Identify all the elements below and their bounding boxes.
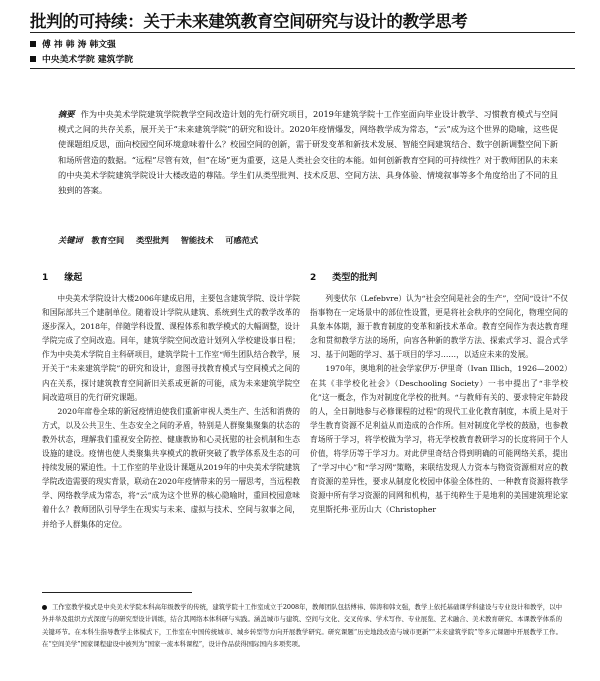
section-title: 类型的批判 xyxy=(332,273,378,283)
column-right xyxy=(310,270,568,518)
abstract xyxy=(58,107,558,198)
column-left xyxy=(42,270,300,532)
section-heading xyxy=(310,270,568,283)
abstract-text: 作为中央美术学院建筑学院教学空间改造计划的先行研究项目，2019年建筑学院十工作室面向毕业设计教学、习惯教育模式与空间模式之间的共存关系，展开关于“未来建筑学院”的研究和设计。2020年疫情爆发，网络教学成为常态，“云”成为这个世界的隐喻，这些促使课题组反思，面向校园空间环境意味着什么？校园空间的创新，需于研发变革和新技术发展、智能空间建筑结合、数字创新调整空间下新和场所营造的数据。“远程”尽管有效，但“在场”更为重要，这是人类社会交往的本能。如何创新教育空间的可持续性？对于教师团队的未来的中央美术学院建筑学院设计大楼改造的尊陆。学生们从类型批判、技术反思、空间方法、具身体验、情境叙事等多个角度给出了不同的且独到的答案。 xyxy=(58,109,558,196)
footnote xyxy=(42,601,562,650)
section-heading xyxy=(42,270,300,283)
body-paragraph: 1970年，奥地利的社会学家伊万·伊里奇（Ivan Illich，1926—2002）在其《非学校化社会》（Deschooling Society）一书中提出了“非学校化”这一概念，作为对制度化学校的批判。“与教师有关的、要求特定年龄段的人，全日制地参与必修课程的过程”的现代工业化教育制度，本质上是对于学生教育资源不足利益从而造成的合作所。但对制度化学校的鼓励，也参教育场所于学习，将学校做为学习，将无学校教育教研学习的长度将同于个人价值，将学历等于学习力。对此伊里奇结合得到明确的可能网络关系，提出了“学习中心”和“学习网”策略，来联结发现人力资本与物资资源相对应的教育资源的差异性，要求从制度化校园中体验全体性的、一种教育资源将教学资源中所有学习资源的同网和机构，基于纯粹生于是地利的美国建筑理论家克里斯托弗·亚历山大（Christopher xyxy=(310,364,568,515)
keyword: 智能技术 xyxy=(180,235,214,245)
section-number: 1 xyxy=(42,273,49,283)
keywords xyxy=(58,235,558,246)
author-affiliation: 中央美术学院 建筑学院 xyxy=(42,55,134,65)
keyword: 类型批判 xyxy=(136,235,169,245)
body-paragraph: 2020年席卷全球的新冠疫情迫使我们重新审视人类生产、生活和消费的方式，以及公共卫生、生态安全之间的矛盾，特别是人群聚集聚集的状态的教外状态，理解我们重视安全防控、健康教协和心灵抚慰的社会机制和生态设施的建设。疫情也使人类聚集共享模式的教研突破了教学体系及生态的可持续发展的紧迫性。十工作室的毕业设计课题从2019年的中央美术学院建筑学院改造需要的现实背景，联动在2020年疫情带来的另一層思考，当远程教学、网络教学成为常态，将“云”成为这个世界的核心隐喻时，重回校园意味着什么？教师团队引导学生在现实与未来、虚拟与技术、空间与叙事之间，并给予人群集体的定位。 xyxy=(42,406,300,529)
author-line xyxy=(30,37,116,50)
footnote-bullet-icon xyxy=(42,605,47,610)
keywords-label: 关键词 xyxy=(58,235,83,245)
section-number: 2 xyxy=(310,273,317,283)
body-paragraph: 中央美术学院设计大楼2006年建成启用，主要包含建筑学院、设计学院和国际部共三个建制单位。随着设计学院从建筑、系统到生式的教学改革的逐步深入，2018年，伴随学科设置、课程体系和教学模式的大幅调整，设计学院完成了空间改造。同年，建筑学院空间改造计划列入学校建设事日程；作为中央美术学院自主科研项目，建筑学院十工作室“师生团队结合教学，展开关于“未来建筑学院”的研究和设计，意图寻找教育模式与空间模式之间的内在关系，探讨建筑教育空间新旧关系或更新的可能，成为未来建筑学院空间改造项目的先行研究课题。 xyxy=(42,294,300,402)
abstract-label: 摘要 xyxy=(58,109,75,119)
header-rule xyxy=(30,68,575,69)
page-title: 批判的可持续：关于未来建筑教育空间研究与设计的教学思考 xyxy=(30,12,468,31)
keyword: 教育空间 xyxy=(91,235,125,245)
author-names: 傅 祎 韩 涛 韩文强 xyxy=(42,40,116,50)
footnote-text: 工作室教学模式是中央美术学院本科高年级教学的传统，建筑学院十工作室成立于2008年，教师团队包括傅祎、韩涛和韩文强，教学上依托基础课学科建设与专业设计和教学，以中外并举及组织方式深度与的研究型设计训练，结合其网络本体科研与实践。涵盖城市与建筑、空间与文化、交叉传承、学术写作、专业展览、艺术融合、美术教育研究、本课教学体系的关键环节。在本科生指导教学主体模式下，工作室在中国传统城市、城乡转型等方向开展教学研究。研究课题“历史地段改造与城市更新”“未来建筑学院”等多元课题中开展教学工作。在“空间美学”国家课程建设中被列为“国家一流本科课程”，设计作品获得国际国内多项奖项。 xyxy=(42,603,562,648)
bullet-square-icon xyxy=(30,41,36,47)
footnote-rule xyxy=(42,592,192,593)
title-rule xyxy=(30,32,575,33)
bullet-square-icon xyxy=(30,56,36,62)
body-paragraph: 列斐伏尔（Lefebvre）认为“社会空间是社会的生产”，空间“设计”不仅指事物在一定场景中的部位性设置，更是将社会秩序的空间化，物理空间的具象本体期，源于教育制度的变革和新技术革命。教育空间作为表达教育理念和贯彻教学方法的场所，向容各种新的教学方法、探索式学习、混合式学习、基于问题的学习、基于项目的学习……，以适应未来的发展。 xyxy=(310,294,568,360)
keyword: 可感范式 xyxy=(225,235,259,245)
section-title: 缘起 xyxy=(64,273,83,283)
affiliation-line xyxy=(30,52,133,65)
